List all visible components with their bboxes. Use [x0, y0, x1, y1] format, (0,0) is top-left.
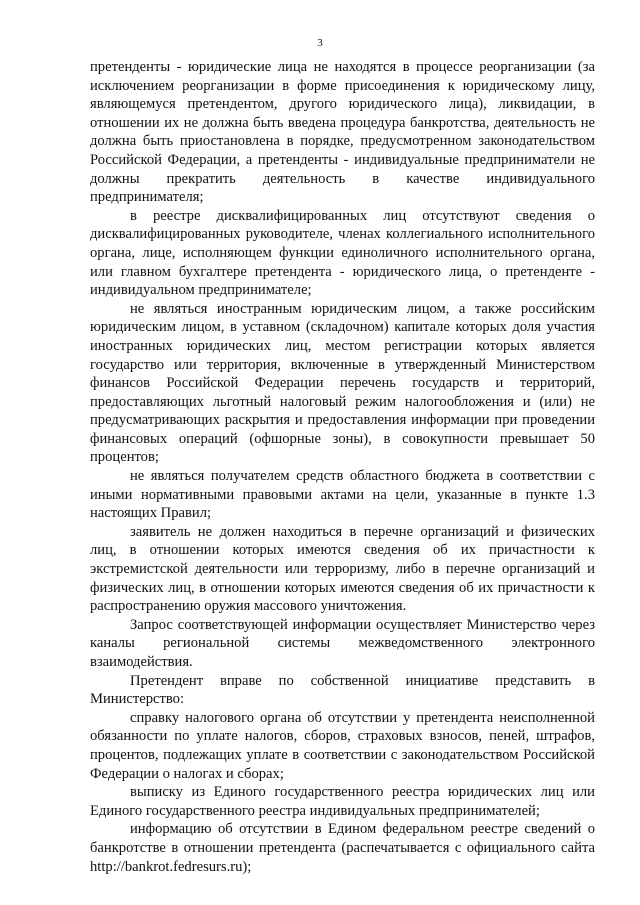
document-body [90, 58, 595, 876]
paragraph-budget-recipient: не являться получателем средств областного бюджета в соответствии с иными нормативными правовыми актами на цели, указанные в пункте 1.3 настоящих Правил; [90, 468, 595, 522]
paragraph-bankruptcy-info: информацию об отсутствии в Едином федеральном реестре сведений о банкротстве в отношении претендента (распечатывается с официального сайта http://bankrot.fedresurs.ru); [90, 821, 595, 875]
paragraph-information-request: Запрос соответствующей информации осуществляет Министерство через каналы региональной системы межведомственного электронного взаимодействия. [90, 616, 595, 670]
paragraph-own-initiative: Претендент вправе по собственной инициативе представить в Министерство: [90, 672, 595, 708]
page-number: 3 [317, 37, 323, 49]
paragraph-tax-certificate: справку налогового органа об отсутствии у претендента неисполненной обязанности по уплате налогов, сборов, страховых взносов, пеней, штрафов, процентов, подлежащих уплате в соответствии с законодательством Российской Федерации о налогах и сборах; [90, 709, 595, 782]
paragraph-reorganization-conditions: претенденты - юридические лица не находятся в процессе реорганизации (за исключением реорганизации в форме присоединения к юридическому лицу, являющемуся претендентом, другого юридического лица), ликвидации, в отношении их не должна быть введена процедура банкротства, деятельность не должна быть приостановлена в порядке, предусмотренном законодательством Российской Федерации, а претенденты - индивидуальные предприниматели не должны прекратить деятельность в качестве индивидуального предпринимателя; [90, 59, 595, 206]
paragraph-foreign-entity: не являться иностранным юридическим лицом, а также российским юридическим лицом, в уставном (складочном) капитале которых доля участия иностранных юридических лиц, местом регистрации которых является государство или территория, включенные в утвержденный Министерством финансов Российской Федерации перечень государств и территорий, предоставляющих льготный налоговый режим налогообложения и (или) не предусматривающих раскрытия и предоставления информации при проведении финансовых операций (офшорные зоны), в совокупности превышает 50 процентов; [90, 300, 595, 466]
paragraph-registry-extract: выписку из Единого государственного реестра юридических лиц или Единого государственного реестра индивидуальных предпринимателей; [90, 784, 595, 819]
paragraph-extremism-list: заявитель не должен находиться в перечне организаций и физических лиц, в отношении которых имеются сведения об их причастности к экстремистской деятельности или терроризму, либо в перечне организаций и физических лиц, в отношении которых имеются сведения об их причастности к распространению оружия массового уничтожения. [90, 523, 595, 615]
paragraph-disqualified-persons: в реестре дисквалифицированных лиц отсутствуют сведения о дисквалифицированных руководителе, членах коллегиального исполнительного органа, лице, исполняющем функции единоличного исполнительного органа, или главном бухгалтере претендента - юридического лица, о претенденте - индивидуальном предпринимателе; [90, 207, 595, 299]
